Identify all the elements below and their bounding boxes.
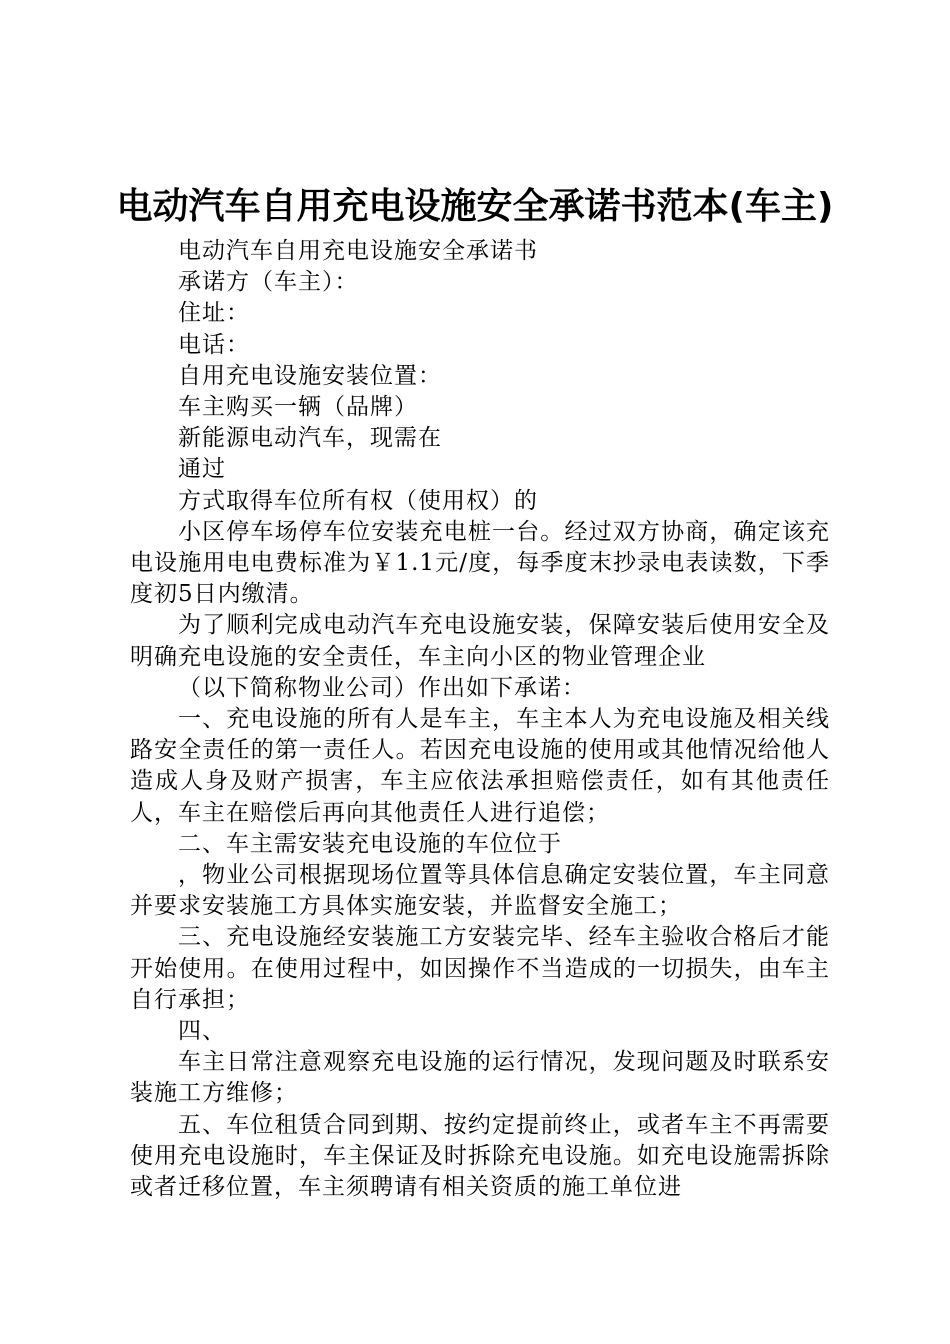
paragraph-fee: 小区停车场停车位安装充电桩一台。经过双方协商，确定该充电设施用电电费标准为￥1.1元/度，每季度末抄录电表读数，下季度初5日内缴清。 [130, 518, 830, 608]
paragraph-clause-1: 一、充电设施的所有人是车主，车主本人为充电设施及相关线路安全责任的第一责任人。若因充电设施的使用或其他情况给他人造成人身及财产损害，车主应依法承担赔偿责任，如有其他责任人，车主在赔偿后再向其他责任人进行追偿； [130, 706, 830, 826]
paragraph-clause-3: 三、充电设施经安装施工方安装完毕、经车主验收合格后才能开始使用。在使用过程中，如因操作不当造成的一切损失，由车主自行承担； [130, 924, 830, 1013]
document-body [130, 236, 830, 1203]
paragraph-purpose: 为了顺利完成电动汽车充电设施安装，保障安装后使用安全及明确充电设施的安全责任，车主向小区的物业管理企业 [130, 612, 830, 670]
paragraph-clause-4-head: 四、 [178, 1018, 226, 1045]
paragraph-heading: 电动汽车自用充电设施安全承诺书 [178, 238, 538, 264]
document-title: 电动汽车自用充电设施安全承诺书范本(车主) [116, 186, 834, 227]
paragraph-via: 通过 [178, 456, 226, 483]
paragraph-clause-4-body: 车主日常注意观察充电设施的运行情况，发现问题及时联系安装施工方维修； [130, 1049, 830, 1107]
paragraph-clause-2-head: 二、车主需安装充电设施的车位位于 [178, 830, 562, 857]
paragraph-ev-need: 新能源电动汽车，现需在 [178, 425, 442, 452]
paragraph-clause-5: 五、车位租赁合同到期、按约定提前终止，或者车主不再需要使用充电设施时，车主保证及时拆除充电设施。如充电设施需拆除或者迁移位置，车主须聘请有相关资质的施工单位进 [130, 1111, 830, 1201]
paragraph-install-location: 自用充电设施安装位置： [178, 362, 442, 389]
paragraph-ownership: 方式取得车位所有权（使用权）的 [178, 487, 538, 514]
paragraph-phone: 电话： [178, 331, 250, 358]
paragraph-promisor: 承诺方（车主）： [178, 269, 359, 296]
paragraph-vehicle-brand: 车主购买一辆（品牌） [178, 394, 418, 421]
paragraph-clause-2-body: ，物业公司根据现场位置等具体信息确定安装位置，车主同意并要求安装施工方具体实施安装，并监督安全施工； [130, 862, 830, 920]
paragraph-abbrev: （以下简称物业公司）作出如下承诺： [178, 674, 586, 701]
paragraph-address: 住址： [178, 300, 250, 327]
